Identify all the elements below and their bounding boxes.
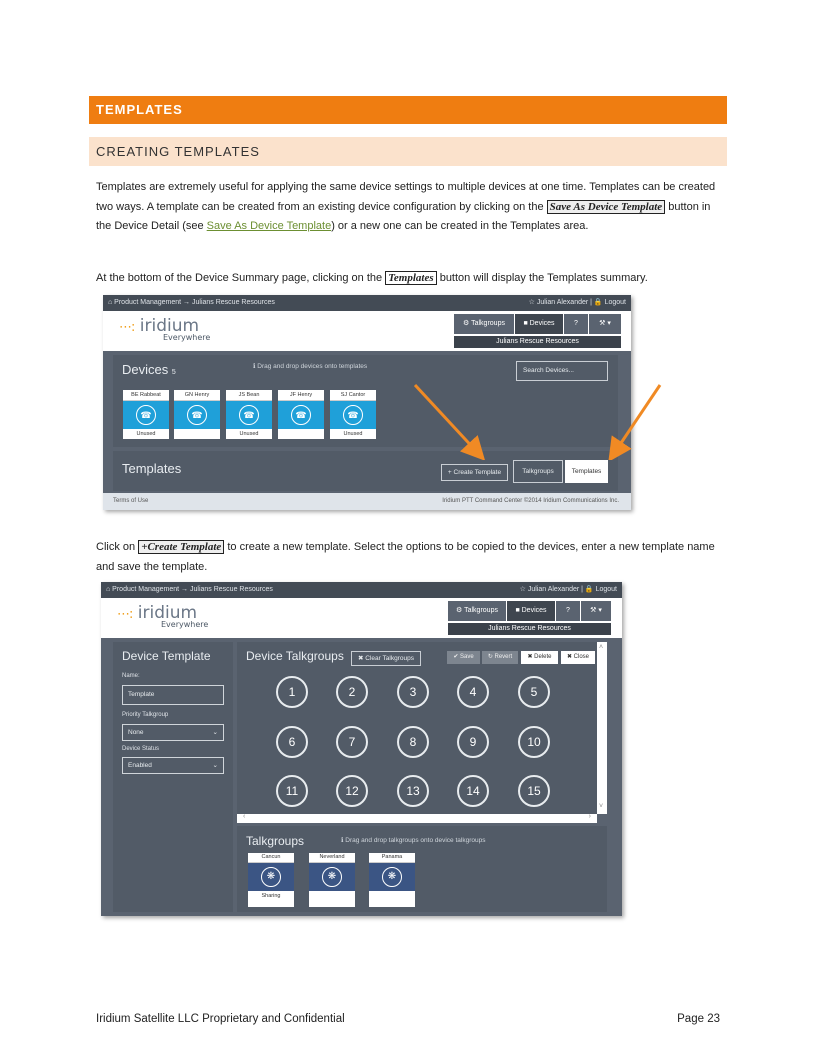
device-card[interactable]: JS Bean ☎ Unused: [226, 390, 272, 439]
talkgroup-slot[interactable]: 11: [276, 775, 308, 807]
device-template-panel: [113, 642, 233, 912]
templates-button-ref: Templates: [385, 271, 436, 285]
breadcrumb[interactable]: ⌂ Product Management → Julians Rescue Resources: [106, 586, 273, 593]
device-card[interactable]: BE Rabbeat ☎ Unused: [123, 390, 169, 439]
talkgroup-slot[interactable]: 6: [276, 726, 308, 758]
talkgroup-slot[interactable]: 10: [518, 726, 550, 758]
templates-title: Templates: [122, 461, 182, 476]
talkgroup-slot[interactable]: 8: [397, 726, 429, 758]
talkgroups-panel: [237, 826, 607, 912]
device-template-title: Device Template: [122, 649, 211, 663]
talkgroup-slot[interactable]: 4: [457, 676, 489, 708]
subsection-title: CREATING TEMPLATES: [89, 137, 727, 166]
create-template-button-ref: +Create Template: [138, 540, 224, 554]
close-button[interactable]: ✖ Close: [561, 651, 595, 664]
para2-text-2: button will display the Templates summary.: [436, 272, 648, 284]
scroll-up-icon[interactable]: ˄: [599, 644, 604, 651]
intro-text-1: Templates are extremely useful for applying the same device settings to multiple devices at one time. Templates can be created two ways. A template can be created from an existing device configuration by clicking on the: [96, 181, 716, 213]
talkgroup-slot[interactable]: 12: [336, 775, 368, 807]
nav-talkgroups[interactable]: ⚙ Talkgroups: [454, 314, 514, 334]
save-as-template-button-ref: Save As Device Template: [547, 200, 666, 214]
device-card[interactable]: SJ Cantor ☎ Unused: [330, 390, 376, 439]
logo-dots-icon: ⋯:: [117, 607, 133, 622]
user-menu[interactable]: ☆ Julian Alexander | 🔒 Logout: [519, 586, 617, 593]
talkgroups-button[interactable]: Talkgroups: [513, 460, 563, 483]
logo-subtitle: Everywhere: [163, 333, 211, 342]
talkgroup-slot[interactable]: 13: [397, 775, 429, 807]
breadcrumb[interactable]: ⌂ Product Management → Julians Rescue Resources: [108, 299, 275, 306]
talkgroup-slot[interactable]: 14: [457, 775, 489, 807]
intro-text-2: button in the Device Detail (see: [96, 200, 711, 232]
talkgroups-title: Talkgroups: [246, 834, 305, 848]
devices-count: 5: [171, 369, 176, 376]
org-name: Julians Rescue Resources: [454, 336, 621, 348]
terms-link[interactable]: Terms of Use: [113, 498, 149, 504]
iridium-logo: [119, 316, 211, 342]
nav-talkgroups[interactable]: ⚙ Talkgroups: [448, 601, 506, 621]
scroll-left-icon[interactable]: ‹: [243, 813, 246, 820]
save-button[interactable]: ✔ Save: [447, 651, 480, 664]
nav-devices[interactable]: ■ Devices: [515, 314, 563, 334]
search-devices-input[interactable]: Search Devices...: [516, 361, 608, 381]
arrow-to-templates: [615, 385, 660, 452]
user-menu[interactable]: ☆ Julian Alexander | 🔒 Logout: [528, 299, 626, 306]
status-label: Device Status: [122, 746, 160, 752]
nav-devices[interactable]: ■ Devices: [507, 601, 555, 621]
chevron-down-icon: ⌄: [212, 762, 218, 769]
logo-dots-icon: ⋯:: [119, 320, 135, 335]
talkgroup-slot[interactable]: 2: [336, 676, 368, 708]
callout-arrows: [405, 380, 665, 460]
help-icon[interactable]: ?: [564, 314, 588, 334]
drag-hint: ℹ Drag and drop devices onto templates: [253, 363, 368, 370]
vertical-scrollbar[interactable]: [597, 642, 607, 814]
org-name: Julians Rescue Resources: [448, 623, 611, 635]
talkgroup-network-icon: ❋: [382, 867, 402, 887]
device-card[interactable]: GN Henry ☎: [174, 390, 220, 439]
talkgroup-slot[interactable]: 3: [397, 676, 429, 708]
radio-device-icon: ☎: [239, 405, 259, 425]
tools-icon[interactable]: ⚒ ▾: [581, 601, 611, 621]
clear-talkgroups-button[interactable]: ✖ Clear Talkgroups: [351, 651, 421, 666]
device-status-select[interactable]: Enabled ⌄: [122, 757, 224, 774]
app-topbar: [103, 295, 631, 311]
para3-text-1: Click on: [96, 541, 139, 553]
page-number: Page 23: [677, 1013, 720, 1025]
app-header: [101, 598, 622, 638]
talkgroups-drag-hint: ℹ Drag and drop talkgroups onto device talkgroups: [341, 837, 486, 844]
revert-button[interactable]: ↻ Revert: [482, 651, 518, 664]
talkgroup-card[interactable]: Panama ❋: [369, 853, 415, 907]
talkgroup-slot[interactable]: 7: [336, 726, 368, 758]
para2-text-1: At the bottom of the Device Summary page, clicking on the: [96, 272, 386, 284]
talkgroup-card[interactable]: Neverland ❋: [309, 853, 355, 907]
tools-icon[interactable]: ⚒ ▾: [589, 314, 621, 334]
intro-text-3: ) or a new one can be created in the Templates area.: [331, 220, 589, 232]
device-talkgroups-title: Device Talkgroups: [246, 649, 344, 663]
device-template-screenshot: [101, 582, 622, 916]
logo-text: iridium: [137, 603, 198, 623]
talkgroup-network-icon: ❋: [261, 867, 281, 887]
name-label: Name:: [122, 673, 140, 679]
help-icon[interactable]: ?: [556, 601, 580, 621]
device-card[interactable]: JF Henry ☎: [278, 390, 324, 439]
delete-button[interactable]: ✖ Delete: [521, 651, 558, 664]
radio-device-icon: ☎: [291, 405, 311, 425]
app-footer: [103, 493, 631, 510]
footer-confidential: Iridium Satellite LLC Proprietary and Confidential: [96, 1013, 345, 1025]
copyright: Iridium PTT Command Center ©2014 Iridium Communications Inc.: [442, 498, 619, 504]
chevron-down-icon: ⌄: [212, 729, 218, 736]
arrow-to-create: [415, 385, 477, 452]
app-header: [103, 311, 631, 351]
device-talkgroups-panel: [237, 642, 607, 814]
logo-text: iridium: [139, 316, 200, 336]
talkgroup-network-icon: ❋: [322, 867, 342, 887]
templates-button[interactable]: Templates: [565, 460, 608, 483]
priority-talkgroup-select[interactable]: None ⌄: [122, 724, 224, 741]
save-as-template-link[interactable]: Save As Device Template: [206, 220, 332, 232]
talkgroup-card[interactable]: Cancun ❋ Sharing: [248, 853, 294, 907]
para3-text-2: to create a new template. Select the options to be copied to the devices, enter a new template name and save the template.: [96, 541, 715, 573]
template-name-input[interactable]: Template: [122, 685, 224, 705]
create-template-button[interactable]: + Create Template: [441, 464, 508, 481]
horizontal-scrollbar[interactable]: [237, 814, 597, 823]
app-topbar: [101, 582, 622, 598]
priority-label: Priority Talkgroup: [122, 712, 169, 718]
talkgroup-slot[interactable]: 1: [276, 676, 308, 708]
paragraph-3: [96, 538, 726, 577]
intro-paragraph: [96, 178, 726, 237]
radio-device-icon: ☎: [136, 405, 156, 425]
paragraph-2: [96, 269, 726, 289]
logo-subtitle: Everywhere: [161, 620, 209, 629]
radio-device-icon: ☎: [187, 405, 207, 425]
talkgroup-slot[interactable]: 5: [518, 676, 550, 708]
scroll-down-icon[interactable]: ˅: [599, 803, 604, 810]
devices-title: Devices 5: [122, 362, 176, 377]
scroll-right-icon[interactable]: ›: [588, 813, 591, 820]
talkgroup-slot[interactable]: 15: [518, 775, 550, 807]
radio-device-icon: ☎: [343, 405, 363, 425]
iridium-logo: [117, 603, 209, 629]
section-title: TEMPLATES: [89, 96, 727, 124]
talkgroup-slot[interactable]: 9: [457, 726, 489, 758]
